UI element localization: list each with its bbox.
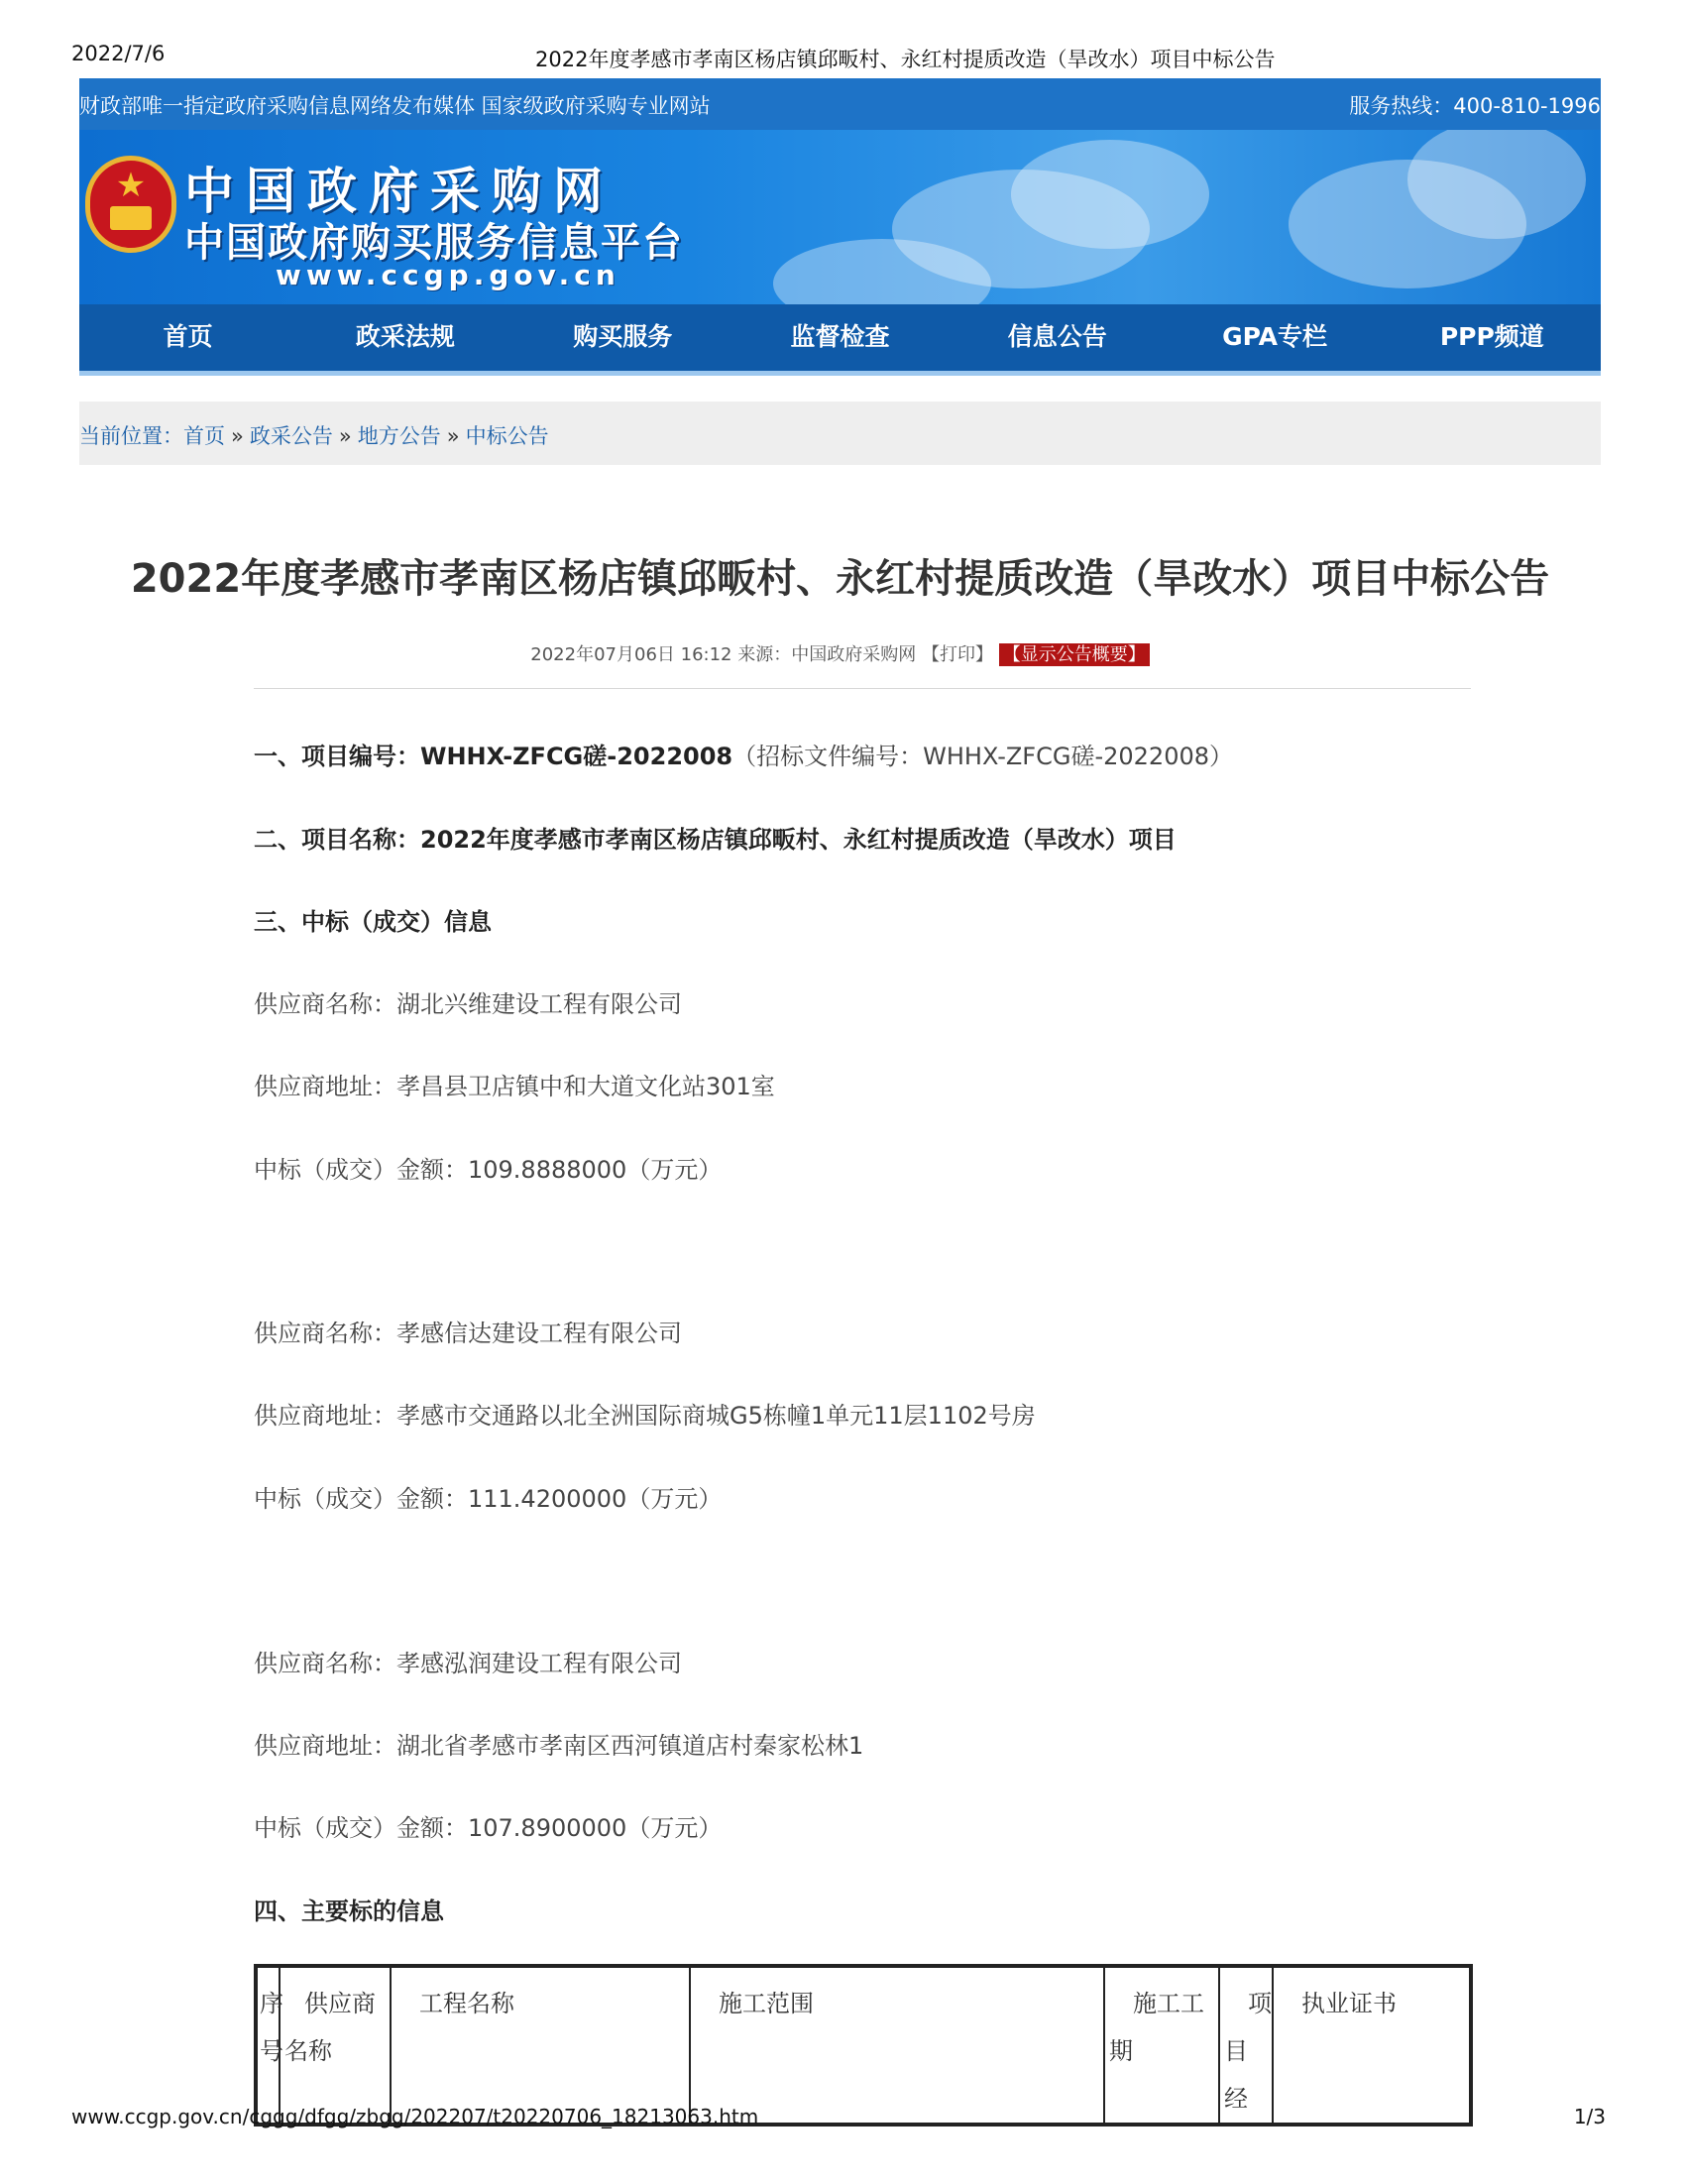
article-meta (79, 640, 1601, 666)
project-number: 一、项目编号：WHHX-ZFCG磋-2022008 (254, 743, 733, 770)
site-banner (79, 130, 1601, 304)
national-emblem-icon[interactable]: ★ (85, 156, 176, 253)
section-project-number (254, 737, 1233, 771)
breadcrumb-link-procurement[interactable]: 政采公告 (249, 424, 333, 448)
tender-doc-number: （招标文件编号：WHHX-ZFCG磋-2022008） (732, 743, 1234, 770)
nav-item-gpa[interactable]: GPA专栏 (1222, 322, 1327, 351)
section-project-name: 二、项目名称：2022年度孝感市孝南区杨店镇邱畈村、永红村提质改造（旱改水）项目 (254, 826, 1177, 854)
subject-info-table (254, 1964, 1473, 2127)
supplier-name: 供应商名称：孝感泓润建设工程有限公司 (254, 1650, 682, 1677)
breadcrumb-separator: » (338, 424, 352, 448)
print-link[interactable]: 【打印】 (921, 644, 993, 665)
table-header-cell: 施工工期 (1104, 1966, 1219, 2125)
site-slogan: 财政部唯一指定政府采购信息网络发布媒体 国家级政府采购专业网站 (79, 94, 711, 118)
site-logo-url: www.ccgp.gov.cn (276, 259, 620, 291)
supplier-address: 供应商地址：湖北省孝感市孝南区西河镇道店村秦家松林1 (254, 1732, 864, 1760)
table-header-cell: 工程名称 (391, 1966, 690, 2125)
article-title: 2022年度孝感市孝南区杨店镇邱畈村、永红村提质改造（旱改水）项目中标公告 (130, 556, 1550, 602)
breadcrumb-separator: » (231, 424, 244, 448)
divider (254, 688, 1471, 689)
cloud-decoration (1011, 140, 1209, 249)
table-header-cell: 执业证书 (1273, 1966, 1471, 2125)
table-header-cell: 施工范围 (690, 1966, 1104, 2125)
supplier-name: 供应商名称：孝感信达建设工程有限公司 (254, 1320, 682, 1347)
nav-item-purchase-services[interactable]: 购买服务 (573, 322, 673, 351)
nav-item-announcements[interactable]: 信息公告 (1007, 322, 1107, 351)
site-top-bar (79, 78, 1601, 130)
print-header (0, 38, 1685, 73)
nav-item-home[interactable]: 首页 (163, 322, 213, 351)
service-hotline: 服务热线：400-810-1996 (1349, 94, 1601, 118)
breadcrumb-link-award[interactable]: 中标公告 (465, 424, 549, 448)
main-nav (79, 304, 1601, 376)
print-page-number: 1/3 (1573, 2105, 1606, 2128)
print-footer-url: www.ccgp.gov.cn/cggg/dfgg/zbgg/202207/t20220706_18213063.htm (71, 2105, 759, 2128)
breadcrumb-link-home[interactable]: 首页 (183, 424, 225, 448)
article-source: 来源：中国政府采购网 (737, 644, 917, 665)
site-logo-subtitle: 中国政府购买服务信息平台 (184, 220, 684, 266)
breadcrumb-prefix: 当前位置： (79, 424, 183, 448)
table-header-cell: 供应商名称 (280, 1966, 391, 2125)
show-summary-button[interactable]: 【显示公告概要】 (999, 643, 1150, 666)
table-header-cell: 项目经 (1219, 1966, 1273, 2125)
supplier-amount: 中标（成交）金额：111.4200000（万元） (254, 1485, 723, 1513)
nav-item-regulations[interactable]: 政采法规 (355, 322, 455, 351)
print-date: 2022/7/6 (71, 42, 166, 65)
table-header-row (256, 1966, 1471, 2125)
supplier-name: 供应商名称：湖北兴维建设工程有限公司 (254, 990, 682, 1018)
nav-item-ppp[interactable]: PPP频道 (1439, 322, 1544, 351)
supplier-address: 供应商地址：孝感市交通路以北全洲国际商城G5栋幢1单元11层1102号房 (254, 1402, 1036, 1430)
article-datetime: 2022年07月06日 16:12 (530, 644, 732, 665)
section-award-info: 三、中标（成交）信息 (254, 908, 492, 936)
supplier-amount: 中标（成交）金额：109.8888000（万元） (254, 1156, 723, 1184)
section-main-subject: 四、主要标的信息 (254, 1897, 444, 1925)
supplier-address: 供应商地址：孝昌县卫店镇中和大道文化站301室 (254, 1073, 775, 1100)
table-header-cell: 序号 (256, 1966, 280, 2125)
breadcrumb-separator: » (446, 424, 460, 448)
breadcrumb (79, 402, 1601, 465)
print-page-title: 2022年度孝感市孝南区杨店镇邱畈村、永红村提质改造（旱改水）项目中标公告 (535, 48, 1276, 71)
site-logo-title[interactable]: 中国政府采购网 (184, 162, 615, 220)
nav-item-supervision[interactable]: 监督检查 (790, 322, 890, 351)
breadcrumb-link-local[interactable]: 地方公告 (357, 424, 441, 448)
supplier-amount: 中标（成交）金额：107.8900000（万元） (254, 1814, 723, 1842)
